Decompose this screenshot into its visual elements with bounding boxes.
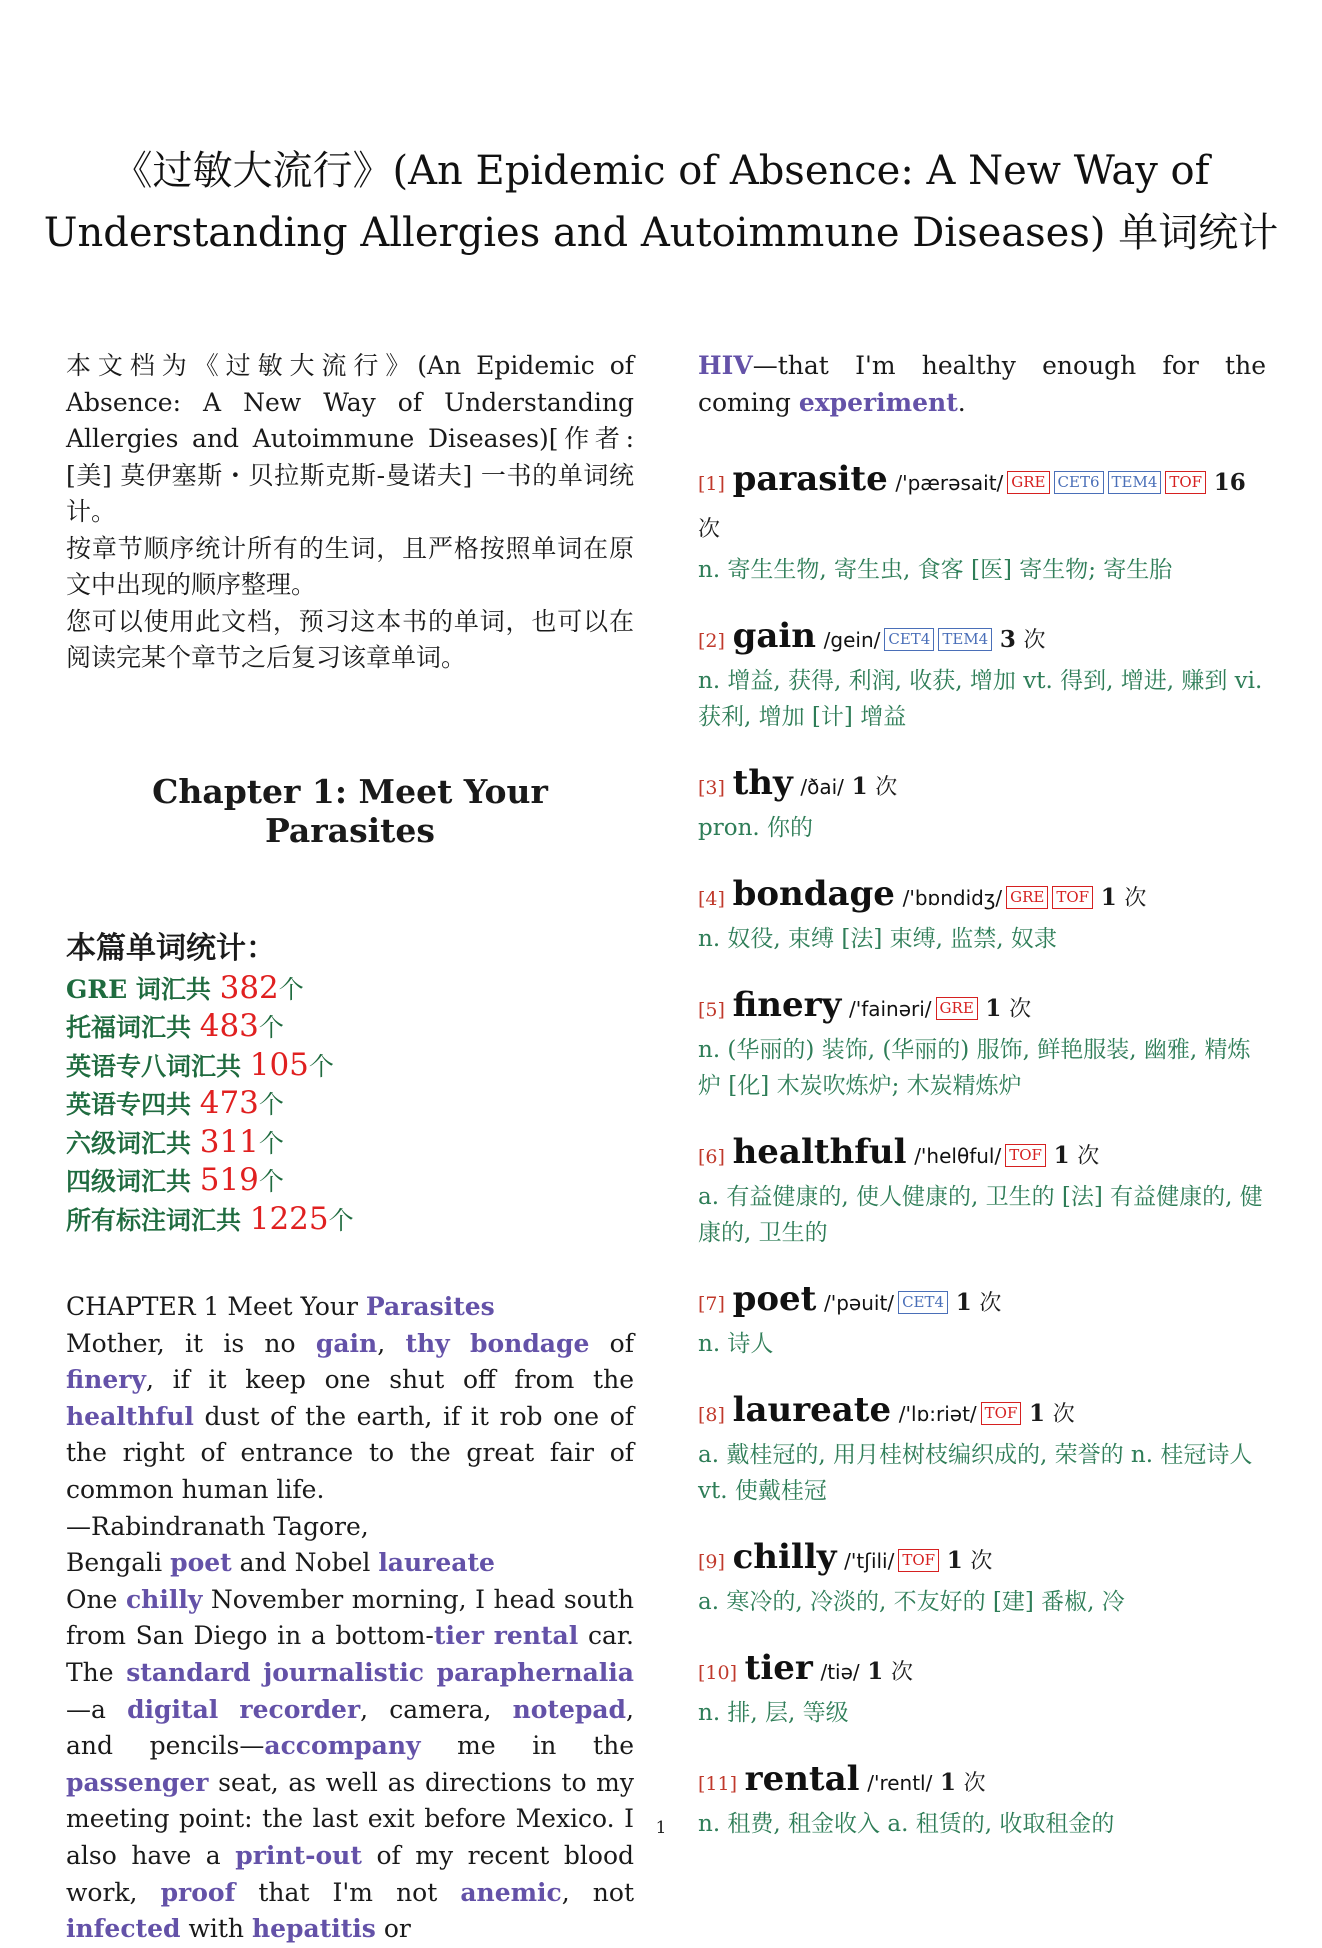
entry-count: 1 [955,1289,972,1317]
entry-count: 1 [867,1658,884,1686]
entry-definition: n. 诗人 [698,1331,774,1358]
exam-tag: CET6 [1054,471,1104,494]
entry-phonetic: /'tʃili/ [844,1549,895,1574]
chapter-text-continued [698,348,1266,421]
entry-count: 1 [985,995,1002,1023]
entry-head [698,1130,1266,1179]
entry-phonetic: /gein/ [823,628,881,653]
entry-head [698,614,1266,663]
entry-phonetic: /'bɒndidʒ/ [902,886,1003,911]
entry-index: [7] [698,1293,725,1316]
entry-head [698,761,1266,810]
entry-count: 1 [1100,884,1117,912]
entry-definition: n. 寄生生物, 寄生虫, 食客 [医] 寄生物; 寄生胎 [698,557,1173,584]
entry-phonetic: /ðai/ [800,775,844,800]
entry-word: gain [732,616,817,657]
exam-tag: GRE [936,997,978,1020]
exam-tag: TOF [1052,886,1093,909]
entry-index: [2] [698,630,725,653]
exam-tag: CET4 [884,628,934,651]
chapter-heading: Chapter 1: Meet Your Parasites [152,771,548,850]
entry-count-unit: 次 [1009,997,1032,1023]
stat-tem4: 英语专四共 473个 [66,1085,284,1121]
entry-head [698,1535,1266,1584]
text-paragraph: One chilly November morning, I head south from San Diego in a bottom-tier rental car. The standard journalistic paraphernalia —a digital recorder, camera, notepad, and pencils—accompany me in the passenger seat, as well as directions to my meeting point: the last exit before Mexico. I also have a print-out of my recent blood work, proof that I'm not anemic, not infected with hepatitis or [66,1584,635,1944]
entry-count-unit: 次 [1052,1402,1075,1428]
vocab-entry [698,983,1266,1104]
entry-word: chilly [732,1537,837,1578]
entry-index: [8] [698,1404,725,1427]
exam-tag: GRE [1006,886,1048,909]
entry-definition: pron. 你的 [698,815,813,842]
page-number: 1 [655,1818,667,1838]
entry-word: finery [732,985,842,1026]
entry-definition: n. (华丽的) 装饰, (华丽的) 服饰, 鲜艳服装, 幽雅, 精炼炉 [化] 木炭吹炼炉; 木炭精炼炉 [698,1037,1251,1100]
stat-cet4: 四级词汇共 519个 [66,1162,284,1198]
right-column [698,348,1266,1868]
entry-word: thy [732,763,793,804]
title-line-1: 《过敏大流行》(An Epidemic of Absence: A New Way of [112,148,1210,194]
stat-cet6: 六级词汇共 311个 [66,1123,284,1160]
word-list [698,457,1266,1842]
entry-word: healthful [732,1132,907,1173]
entry-count-unit: 次 [1023,628,1046,654]
exam-tag: GRE [1007,471,1049,494]
entry-definition: n. 增益, 获得, 利润, 收获, 增加 vt. 得到, 增进, 赚到 vi. 获利, 增加 [计] 增益 [698,668,1263,731]
entry-head [698,872,1266,921]
entry-phonetic: /'helθful/ [914,1144,1002,1169]
entry-phonetic: /'fainəri/ [848,997,932,1022]
entry-count-unit: 次 [890,1660,913,1686]
vocab-entry [698,1130,1266,1251]
entry-index: [9] [698,1551,725,1574]
exam-tag: TOF [898,1549,939,1572]
stats-list [66,970,634,1240]
entry-word: poet [732,1279,817,1320]
entry-count: 1 [1053,1142,1070,1170]
text-line: —Rabindranath Tagore, [66,1511,369,1541]
entry-count: 16 [1213,469,1246,497]
entry-index: [4] [698,888,725,911]
exam-tag: TEM4 [1108,471,1162,494]
entry-phonetic: /tiə/ [820,1660,860,1685]
text-line: Bengali poet and Nobel laureate [66,1548,495,1578]
intro [66,348,634,677]
entry-count-unit: 次 [979,1291,1002,1317]
entry-count: 3 [999,626,1016,654]
vocab-entry [698,872,1266,957]
title-line-2: Understanding Allergies and Autoimmune Diseases) 单词统计 [43,210,1279,256]
entry-count-unit: 次 [1124,886,1147,912]
entry-count: 1 [940,1769,957,1797]
exam-tag: CET4 [898,1291,948,1314]
intro-paragraph: 按章节顺序统计所有的生词，且严格按照单词在原文中出现的顺序整理。 [66,533,634,599]
entry-definition: a. 有益健康的, 使人健康的, 卫生的 [法] 有益健康的, 健康的, 卫生的 [698,1184,1263,1247]
stat-all: 所有标注词汇共 1225个 [66,1200,354,1237]
entry-word: bondage [732,874,895,915]
entry-index: [6] [698,1146,725,1169]
entry-count-unit: 次 [970,1549,993,1575]
entry-head [698,983,1266,1032]
entry-count: 1 [851,773,868,801]
entry-count-unit: 次 [698,517,721,543]
entry-phonetic: /'rentl/ [867,1771,933,1796]
exam-tag: TOF [1005,1144,1046,1167]
entry-word: parasite [732,459,888,500]
stat-tem8: 英语专八词汇共 105个 [66,1046,334,1083]
intro-paragraph: 您可以使用此文档，预习这本书的单词，也可以在阅读完某个章节之后复习该章单词。 [66,606,634,672]
vocab-entry [698,457,1266,588]
left-column [66,348,634,1948]
entry-head [698,1277,1266,1326]
entry-word: laureate [732,1390,892,1431]
text-paragraph: HIV—that I'm healthy enough for the coming experiment. [698,351,1266,417]
entry-head [698,1388,1266,1437]
entry-count-unit: 次 [875,775,898,801]
entry-index: [10] [698,1662,738,1685]
exam-tag: TOF [981,1402,1022,1425]
vocab-entry [698,614,1266,735]
exam-tag: TOF [1165,471,1206,494]
entry-definition: n. 租费, 租金收入 a. 租赁的, 收取租金的 [698,1811,1115,1838]
entry-index: [1] [698,473,725,496]
entry-index: [5] [698,999,725,1022]
entry-count-unit: 次 [1077,1144,1100,1170]
vocab-entry [698,1535,1266,1620]
text-paragraph: Mother, it is no gain, thy bondage of finery, if it keep one shut off from the healthful dust of the earth, if it rob one of the right of entrance to the great fair of common human life. [66,1328,634,1504]
entry-head [698,1757,1266,1806]
entry-definition: n. 排, 层, 等级 [698,1700,849,1727]
vocab-entry [698,1277,1266,1362]
entry-count-unit: 次 [963,1771,986,1797]
entry-definition: a. 戴桂冠的, 用月桂树枝编织成的, 荣誉的 n. 桂冠诗人 vt. 使戴桂冠 [698,1442,1253,1505]
entry-phonetic: /'pærəsait/ [895,471,1004,496]
entry-definition: n. 奴役, 束缚 [法] 束缚, 监禁, 奴隶 [698,926,1057,953]
entry-count: 1 [1029,1400,1046,1428]
entry-definition: a. 寒冷的, 冷淡的, 不友好的 [建] 番椒, 冷 [698,1589,1125,1616]
stat-toefl: 托福词汇共 483个 [66,1008,284,1044]
exam-tag: TEM4 [938,628,992,651]
stat-gre: GRE 词汇共 382个 [66,969,304,1006]
entry-index: [11] [698,1773,738,1796]
entry-word: tier [744,1648,813,1689]
entry-phonetic: /'lɒ:riət/ [898,1402,977,1427]
intro-paragraph: 本文档为《过敏大流行》(An Epidemic of Absence: A New Way of Understanding Allergies and Autoimmune Diseases)[作者: [美] 莫伊塞斯・贝拉斯克斯-曼诺夫] 一书的单词统计。 [66,351,634,526]
text-line: CHAPTER 1 Meet Your Parasites [66,1292,495,1321]
vocab-entry [698,1388,1266,1509]
vocab-entry [698,1646,1266,1731]
entry-index: [3] [698,777,725,800]
chapter-text [66,1289,634,1948]
entry-head [698,1646,1266,1695]
entry-count: 1 [946,1547,963,1575]
stats-title: 本篇单词统计： [66,930,276,966]
entry-head [698,457,1266,552]
vocab-entry [698,761,1266,846]
entry-word: rental [744,1759,860,1800]
entry-phonetic: /'pəuit/ [824,1291,895,1316]
document-title [0,140,1322,264]
